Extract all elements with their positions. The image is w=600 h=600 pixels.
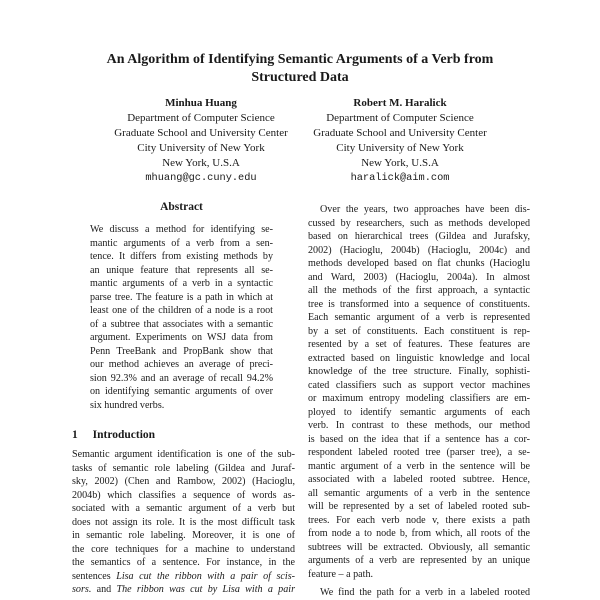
intro-line [72, 570, 295, 584]
section-number: 1 [72, 429, 78, 441]
abstract-line: of a subtree that associates with a semantic [90, 318, 273, 330]
abstract-line: least one of the children of a node is a root [90, 305, 273, 316]
body-line: based on hierarchical trees (Gildea and Jurafsky, [308, 231, 530, 242]
author-university: City University of New York [336, 141, 464, 154]
abstract-line: an unique feature that represents all se- [90, 264, 273, 276]
intro-text: sentences [72, 570, 117, 582]
body-line: by a set of constituents. Each constituent is rep- [308, 325, 530, 337]
intro-line: tasks of semantic role labeling (Gildea and Juraf- [72, 462, 295, 474]
body-line: and Ward, 2003) (Hacioglu, 2004a). In almost [308, 271, 530, 283]
author-school: Graduate School and University Center [114, 126, 288, 139]
abstract-line: sion 92.3% and an average of recall 94.2% [90, 372, 273, 384]
intro-italic: sors. [72, 584, 92, 595]
paper-title-line-1: An Algorithm of Identifying Semantic Arguments of a Verb from [106, 52, 494, 67]
body-line: cated classifiers such as support vector machines [308, 379, 530, 391]
author-block-2 [290, 96, 510, 185]
intro-line: sociated with a semantic argument of a verb but [72, 503, 295, 514]
abstract-heading: Abstract [160, 201, 203, 213]
body-line: cussed by researchers, such as methods developed [308, 217, 530, 229]
body-line: extracted based on linguistic knowledge and local [308, 352, 530, 364]
author-email: mhuang@gc.cuny.edu [145, 171, 257, 184]
author-department: Department of Computer Science [127, 111, 275, 124]
abstract-line: argument. Experiments on WSJ data from [90, 332, 273, 343]
body-line: is based on the idea that if a sentence has a cor- [308, 433, 530, 445]
author-email: haralick@aim.com [350, 171, 450, 184]
abstract-line: mantic arguments of a verb in a syntactic [90, 278, 273, 289]
body-line: ployed to identify semantic arguments of each [308, 406, 530, 418]
intro-line: the core techniques for a machine to understand [72, 543, 295, 555]
intro-line: sky, 2002) (Chen and Rambow, 2002) (Hacioglu, [72, 476, 295, 487]
abstract-line: parse tree. The feature is a path in which at [90, 291, 273, 303]
body-line: tree is transformed into a sequence of constituents. [308, 298, 530, 310]
body-line: Each semantic argument of a verb is represented [308, 312, 530, 323]
author-university: City University of New York [137, 141, 265, 154]
author-city: New York, U.S.A [361, 156, 439, 169]
body-line: arguments of a verb are represented by an unique [308, 555, 530, 566]
body-line: knowledge of the tree structure. Finally, sophisti- [308, 366, 530, 377]
abstract-line: mantic arguments of a verb from a sen- [90, 237, 273, 249]
intro-italic: Lisa cut the ribbon with a pair of scis- [116, 570, 295, 582]
abstract-line: on identifying semantic arguments of over [90, 386, 273, 397]
body-line: verb. In contrast to these methods, our method [308, 420, 530, 431]
body-line: all the methods of the first approach, a syntactic [308, 285, 530, 296]
intro-body [72, 448, 295, 597]
body-line: resented by a set of features. These features are [308, 339, 530, 350]
intro-line: Semantic argument identification is one of the sub- [72, 449, 295, 460]
body-line: or maximum entropy modeling classifiers are em- [308, 393, 530, 404]
author-name: Robert M. Haralick [353, 97, 447, 109]
intro-line: the semantics of a sentence. For instance, in the [72, 557, 295, 568]
abstract-line: Penn TreeBank and PropBank show that [90, 345, 273, 357]
body-line: Over the years, two approaches have been dis- [320, 204, 530, 215]
abstract-line: tence. It differs from existing methods by [90, 251, 273, 262]
body-line: from node a to node b, from which, all roots of the [308, 528, 530, 539]
body-line: associated with a labeled rooted subtree. Hence, [308, 474, 530, 485]
author-school: Graduate School and University Center [313, 126, 487, 139]
author-city: New York, U.S.A [162, 156, 240, 169]
body-line: all semantic arguments of a verb in the sentence [308, 487, 530, 499]
intro-line [72, 583, 295, 597]
intro-line: in semantic role labeling. Moreover, it is one of [72, 530, 295, 541]
abstract-line: six hundred verbs. [90, 399, 165, 411]
body-line: We find the path for a verb in a labeled rooted [320, 587, 530, 598]
right-column-body [308, 203, 530, 600]
body-line: 2002) (Hacioglu, 2004b) (Hacioglu, 2004c) and [308, 244, 530, 256]
author-department: Department of Computer Science [326, 111, 474, 124]
section-title: Introduction [92, 429, 156, 441]
body-line: mantic argument of a verb in the sentence will be [308, 460, 530, 472]
abstract-body [90, 223, 273, 412]
abstract-line: our method achieves an average of preci- [90, 359, 273, 370]
intro-line: does not assign its role. It is the most difficult task [72, 516, 295, 528]
body-line: methods developed based on flat chunks (Hacioglu [308, 258, 530, 269]
paper-title [0, 51, 600, 87]
body-line: trees. For each verb node v, there exists a path [308, 514, 530, 526]
author-block-1 [91, 96, 311, 185]
body-line: will be represented by a set of labeled rooted sub- [308, 501, 530, 512]
intro-text: and [96, 584, 117, 595]
intro-italic: The ribbon was cut by Lisa with a pair [116, 584, 295, 595]
body-line: respondent labeled rooted tree (parser tree), a se- [308, 447, 530, 458]
intro-line: 2004b) which classifies a sequence of words as- [72, 489, 295, 501]
body-line: subtrees will be extracted. Obviously, all semantic [308, 541, 530, 553]
section-heading [72, 428, 155, 442]
body-line: feature – a path. [308, 568, 374, 580]
author-name: Minhua Huang [165, 97, 237, 109]
abstract-line: We discuss a method for identifying se- [90, 224, 273, 235]
paper-title-line-2: Structured Data [251, 70, 349, 85]
